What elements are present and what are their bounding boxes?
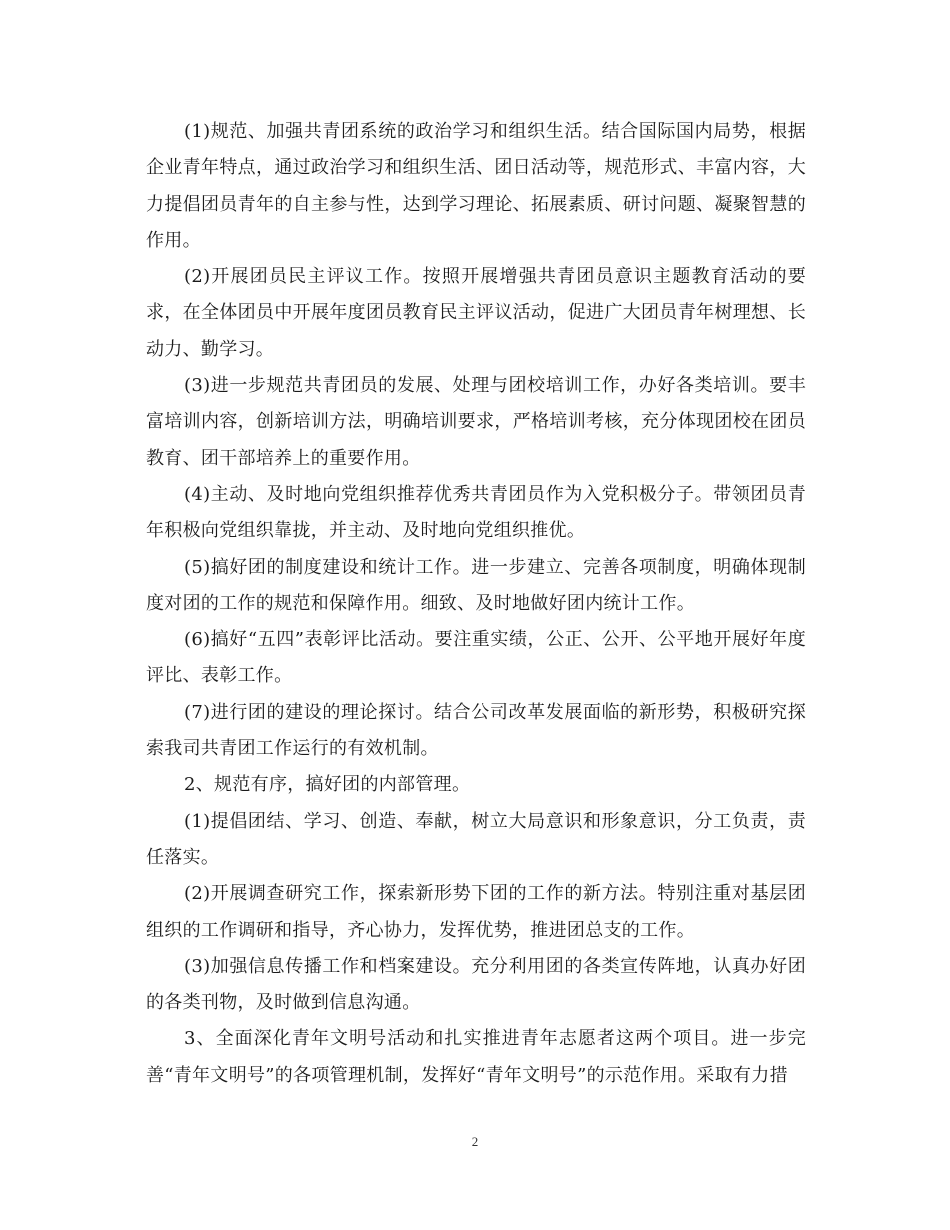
paragraph-item-1-6: (6)搞好“五四”表彰评比活动。要注重实绩，公正、公开、公平地开展好年度评比、表彰工作。 xyxy=(146,629,806,687)
section-paragraph-3: 3、全面深化青年文明号活动和扎实推进青年志愿者这两个项目。进一步完善“青年文明号”的各项管理机制，发挥好“青年文明号”的示范作用。采取有力措 xyxy=(146,1028,806,1086)
paragraph-item-2-1: (1)提倡团结、学习、创造、奉献，树立大局意识和形象意识，分工负责，责任落实。 xyxy=(146,810,806,868)
paragraph-item-1-2: (2)开展团员民主评议工作。按照开展增强共青团员意识主题教育活动的要求，在全体团员中开展年度团员教育民主评议活动，促进广大团员青年树理想、长动力、勤学习。 xyxy=(146,266,806,360)
paragraph-item-1-5: (5)搞好团的制度建设和统计工作。进一步建立、完善各项制度，明确体现制度对团的工作的规范和保障作用。细致、及时地做好团内统计工作。 xyxy=(146,556,806,614)
paragraph-item-1-3: (3)进一步规范共青团员的发展、处理与团校培训工作，办好各类培训。要丰富培训内容，创新培训方法，明确培训要求，严格培训考核，充分体现团校在团员教育、团干部培养上的重要作用。 xyxy=(146,375,806,469)
paragraph-item-1-7: (7)进行团的建设的理论探讨。结合公司改革发展面临的新形势，积极研究探索我司共青团工作运行的有效机制。 xyxy=(146,701,806,760)
section-heading-2: 2、规范有序，搞好团的内部管理。 xyxy=(184,774,471,796)
page-number: 2 xyxy=(471,1134,479,1149)
paragraph-item-2-3: (3)加强信息传播工作和档案建设。充分利用团的各类宣传阵地，认真办好团的各类刊物，及时做到信息沟通。 xyxy=(146,955,806,1014)
paragraph-item-1-4: (4)主动、及时地向党组织推荐优秀共青团员作为入党积极分子。带领团员青年积极向党组织靠拢，并主动、及时地向党组织推优。 xyxy=(146,483,806,542)
paragraph-item-2-2: (2)开展调查研究工作，探索新形势下团的工作的新方法。特别注重对基层团组织的工作调研和指导，齐心协力，发挥优势，推进团总支的工作。 xyxy=(146,883,806,941)
paragraph-item-1-1: (1)规范、加强共青团系统的政治学习和组织生活。结合国际国内局势，根据企业青年特点，通过政治学习和组织生活、团日活动等，规范形式、丰富内容，大力提倡团员青年的自主参与性，达到学习理论、拓展素质、研讨问题、凝聚智慧的作用。 xyxy=(146,121,806,251)
document-body xyxy=(146,114,806,1094)
